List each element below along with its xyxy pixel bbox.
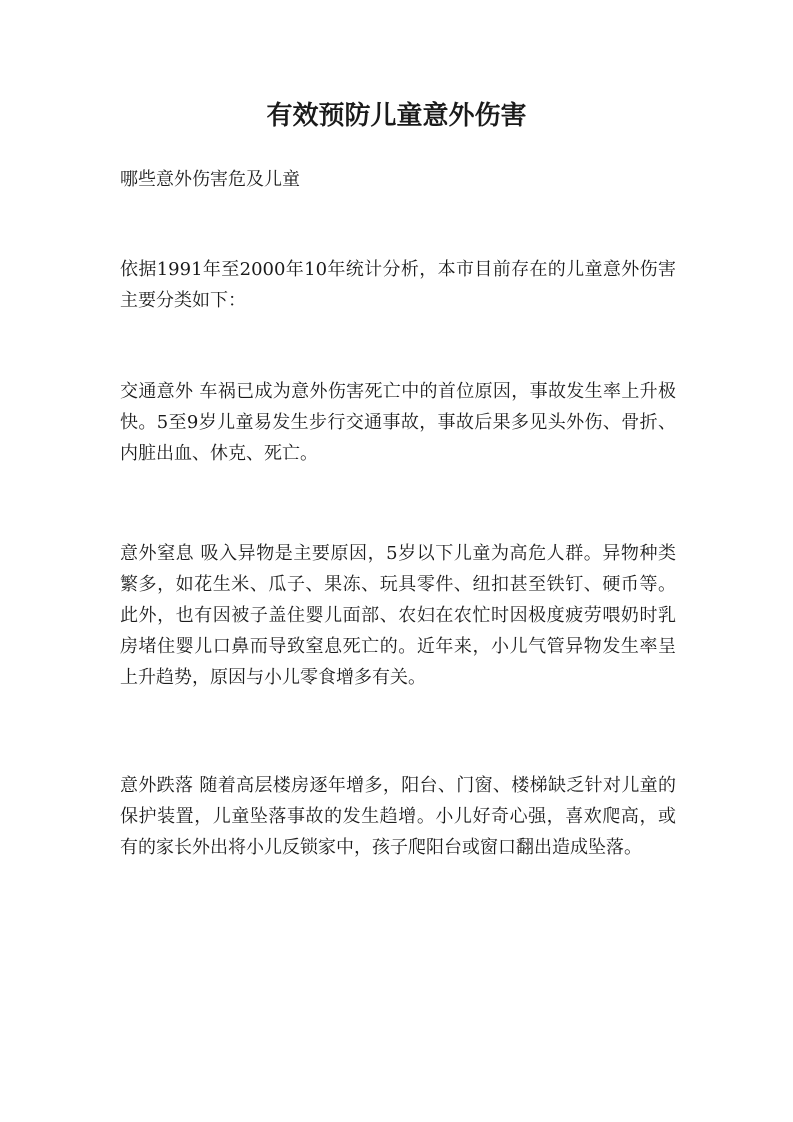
section-heading: 哪些意外伤害危及儿童 xyxy=(120,169,300,190)
document-title: 有效预防儿童意外伤害 xyxy=(266,101,527,131)
suffocation-paragraph: 意外窒息 吸入异物是主要原因，5岁以下儿童为高危人群。异物种类繁多，如花生米、瓜子、果冻、玩具零件、纽扣甚至铁钉、硬币等。此外，也有因被子盖住婴儿面部、农妇在农忙时因极度疲劳喂奶时乳房堵住婴儿口鼻而导致窒息死亡的。近年来，小儿气管异物发生率呈上升趋势，原因与小儿零食增多有关。 xyxy=(120,543,676,688)
fall-paragraph: 意外跌落 随着高层楼房逐年增多，阳台、门窗、楼梯缺乏针对儿童的保护装置，儿童坠落事故的发生趋增。小儿好奇心强，喜欢爬高，或有的家长外出将小儿反锁家中，孩子爬阳台或窗口翻出造成坠落。 xyxy=(120,775,676,858)
intro-paragraph: 依据1991年至2000年10年统计分析，本市目前存在的儿童意外伤害主要分类如下： xyxy=(120,259,676,311)
traffic-accident-paragraph: 交通意外 车祸已成为意外伤害死亡中的首位原因，事故发生率上升极快。5至9岁儿童易发生步行交通事故，事故后果多见头外伤、骨折、内脏出血、休克、死亡。 xyxy=(120,381,676,464)
